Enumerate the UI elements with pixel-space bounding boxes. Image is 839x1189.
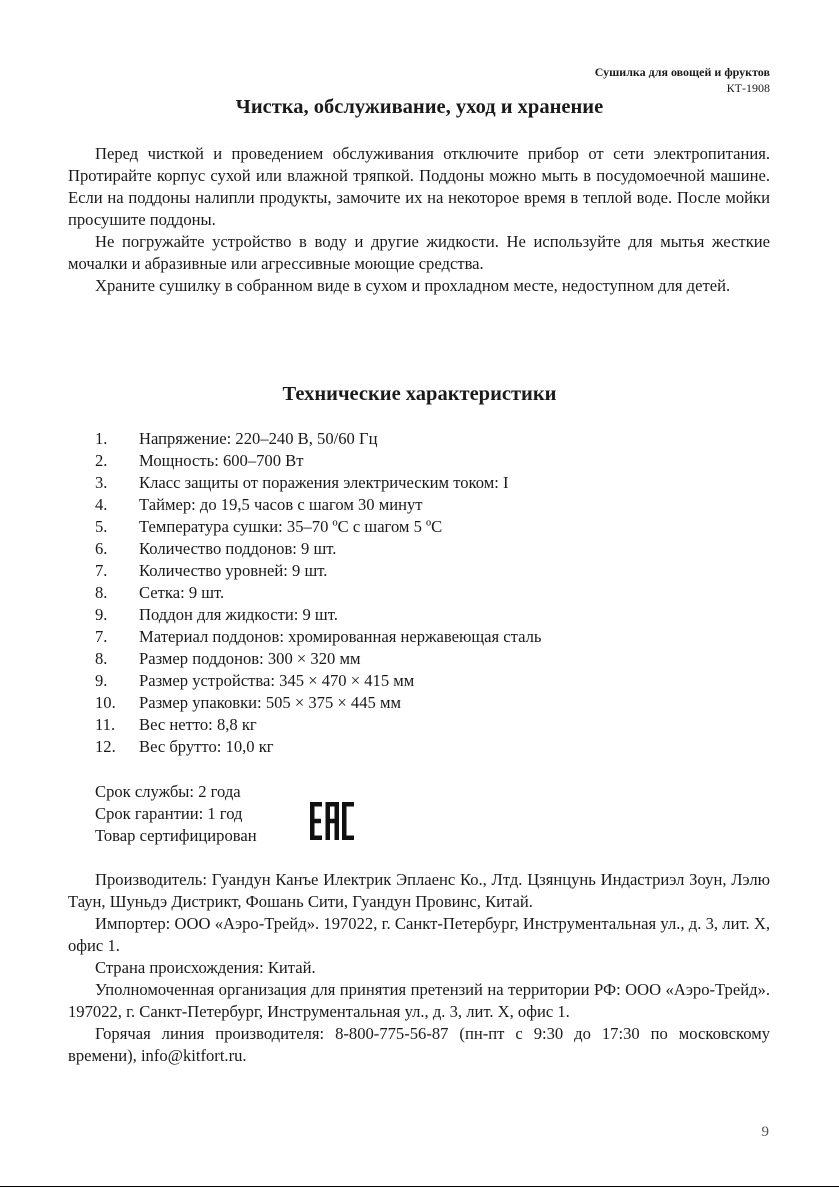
- spec-text: Количество поддонов: 9 шт.: [139, 539, 337, 558]
- spec-text: Материал поддонов: хромированная нержавеющая сталь: [139, 627, 542, 646]
- spec-number: 4.: [95, 495, 108, 514]
- page-header: [595, 64, 770, 96]
- spec-text: Класс защиты от поражения электрическим током: I: [139, 473, 509, 492]
- spec-number: 12.: [95, 737, 116, 756]
- spec-item: [95, 670, 542, 692]
- spec-text: Размер поддонов: 300 × 320 мм: [139, 649, 361, 668]
- bottom-divider: [0, 1186, 839, 1187]
- spec-number: 11.: [95, 715, 116, 734]
- spec-text: Сетка: 9 шт.: [139, 583, 225, 602]
- certification-note: Товар сертифицирован: [95, 826, 257, 845]
- specs-list: [95, 428, 542, 758]
- spec-item: [95, 582, 542, 604]
- hotline-paragraph: Горячая линия производителя: 8-800-775-56-87 (пн-пт с 9:30 до 17:30 по московскому времени), info@kitfort.ru.: [68, 1024, 770, 1065]
- page-number: 9: [761, 1124, 769, 1140]
- service-info: [95, 781, 257, 847]
- spec-item: [95, 604, 542, 626]
- spec-number: 7.: [95, 561, 108, 580]
- spec-item: [95, 538, 542, 560]
- spec-number: 5.: [95, 517, 108, 536]
- cleaning-paragraph: Не погружайте устройство в воду и другие жидкости. Не используйте для мытья жесткие мочалки и абразивные или агрессивные моющие средства.: [68, 232, 770, 273]
- service-life: Срок службы: 2 года: [95, 782, 241, 801]
- spec-number: 2.: [95, 451, 108, 470]
- spec-item: [95, 428, 542, 450]
- product-name: Сушилка для овощей и фруктов: [594, 65, 770, 79]
- spec-number: 8.: [95, 583, 108, 602]
- claims-paragraph: Уполномоченная организация для принятия претензий на территории РФ: ООО «Аэро-Трейд». 197022, г. Санкт-Петербург, Инструментальная ул., д. 3, лит. Х, офис 1.: [68, 980, 770, 1021]
- spec-item: [95, 692, 542, 714]
- spec-item: [95, 560, 542, 582]
- warranty-period: Срок гарантии: 1 год: [95, 804, 243, 823]
- spec-item: [95, 494, 542, 516]
- eac-mark-icon: [310, 802, 354, 840]
- spec-text: Вес брутто: 10,0 кг: [139, 737, 274, 756]
- manufacturer-paragraph: Производитель: Гуандун Канъе Илектрик Эплаенс Ко., Лтд. Цзянцунь Индастриэл Зоун, Лэлю Таун, Шуньдэ Дистрикт, Фошань Сити, Гуандун Провинс, Китай.: [68, 870, 770, 911]
- spec-item: [95, 626, 542, 648]
- spec-number: 9.: [95, 605, 108, 624]
- spec-text: Размер упаковки: 505 × 375 × 445 мм: [139, 693, 401, 712]
- spec-text: Поддон для жидкости: 9 шт.: [139, 605, 338, 624]
- storage-paragraph: Храните сушилку в собранном виде в сухом и прохладном месте, недоступном для детей.: [95, 276, 731, 295]
- origin-paragraph: Страна происхождения: Китай.: [95, 958, 316, 977]
- company-section: [0, 869, 839, 1067]
- spec-text: Температура сушки: 35–70 ºС с шагом 5 ºС: [139, 517, 443, 536]
- cleaning-title: Чистка, обслуживание, уход и хранение: [235, 96, 604, 118]
- spec-number: 1.: [95, 429, 108, 448]
- spec-number: 3.: [95, 473, 108, 492]
- spec-text: Количество уровней: 9 шт.: [139, 561, 328, 580]
- spec-item: [95, 450, 542, 472]
- spec-item: [95, 736, 542, 758]
- spec-item: [95, 714, 542, 736]
- specs-title: Технические характеристики: [282, 383, 557, 405]
- model-number: КТ-1908: [726, 81, 770, 95]
- cleaning-section: [0, 143, 839, 297]
- spec-number: 6.: [95, 539, 108, 558]
- cleaning-paragraph: Перед чисткой и проведением обслуживания отключите прибор от сети электропитания. Протирайте корпус сухой или влажной тряпкой. Поддоны можно мыть в посудомоечной машине. Если на поддоны налипли продукты, замочите их на некоторое время в теплой воде. После мойки просушите поддоны.: [68, 144, 770, 229]
- spec-number: 9.: [95, 671, 108, 690]
- spec-text: Таймер: до 19,5 часов с шагом 30 минут: [139, 495, 423, 514]
- importer-paragraph: Импортер: ООО «Аэро-Трейд». 197022, г. Санкт-Петербург, Инструментальная ул., д. 3, лит. Х, офис 1.: [68, 914, 770, 955]
- spec-text: Напряжение: 220–240 В, 50/60 Гц: [139, 429, 378, 448]
- spec-text: Размер устройства: 345 × 470 × 415 мм: [139, 671, 415, 690]
- spec-item: [95, 472, 542, 494]
- spec-text: Мощность: 600–700 Вт: [139, 451, 304, 470]
- spec-item: [95, 516, 542, 538]
- spec-number: 10.: [95, 693, 116, 712]
- spec-item: [95, 648, 542, 670]
- spec-number: 7.: [95, 627, 108, 646]
- spec-text: Вес нетто: 8,8 кг: [139, 715, 257, 734]
- spec-number: 8.: [95, 649, 108, 668]
